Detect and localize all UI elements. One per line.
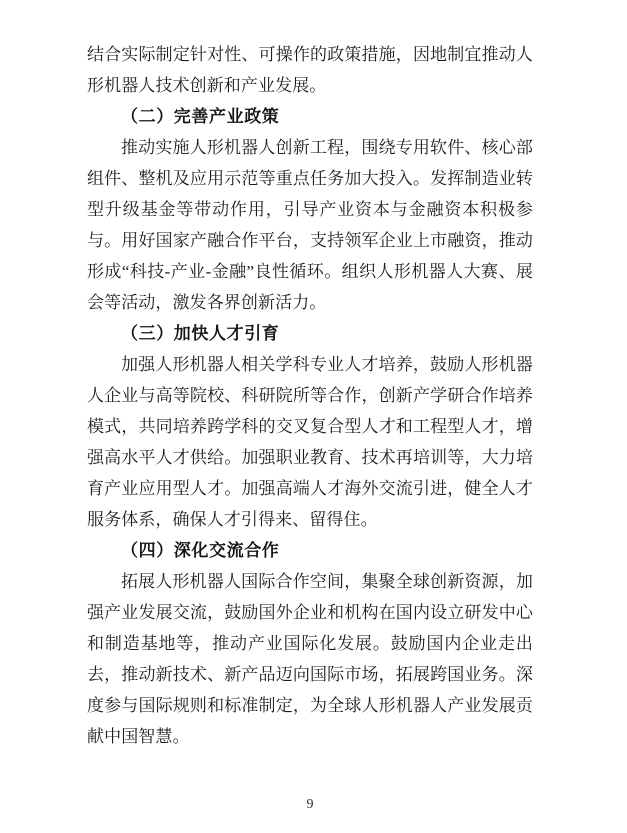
paragraph-international-cooperation: 拓展人形机器人国际合作空间，集聚全球创新资源，加强产业发展交流，鼓励国外企业和机构在国内设立研发中心和制造基地等，推动产业国际化发展。鼓励国内企业走出去，推动新技术、新产品迈向国际市场，拓展跨国业务。深度参与国际规则和标准制定，为全球人形机器人产业发展贡献中国智慧。 — [87, 572, 533, 746]
paragraph-talent-cultivation: 加强人形机器人相关学科专业人才培养，鼓励人形机器人企业与高等院校、科研院所等合作，创新产学研合作培养模式，共同培养跨学科的交叉复合型人才和工程型人才，增强高水平人才供给。加强职业教育、技术再培训等，大力培育产业应用型人才。加强高端人才海外交流引进，健全人才服务体系，确保人才引得来、留得住。 — [87, 355, 533, 529]
section-heading-4: （四）深化交流合作 — [121, 541, 280, 560]
page-number: 9 — [306, 797, 314, 812]
paragraph-continuation: 结合实际制定针对性、可操作的政策措施，因地制宜推动人形机器人技术创新和产业发展。 — [87, 45, 533, 95]
paragraph-industry-policy: 推动实施人形机器人创新工程，围绕专用软件、核心部组件、整机及应用示范等重点任务加大投入。发挥制造业转型升级基金等带动作用，引导产业资本与金融资本积极参与。用好国家产融合作平台，支持领军企业上市融资，推动形成“科技-产业-金融”良性循环。组织人形机器人大赛、展会等活动，激发各界创新活力。 — [87, 138, 533, 312]
document-body — [87, 39, 533, 752]
section-heading-3: （三）加快人才引育 — [121, 324, 280, 343]
section-heading-2: （二）完善产业政策 — [121, 107, 280, 126]
